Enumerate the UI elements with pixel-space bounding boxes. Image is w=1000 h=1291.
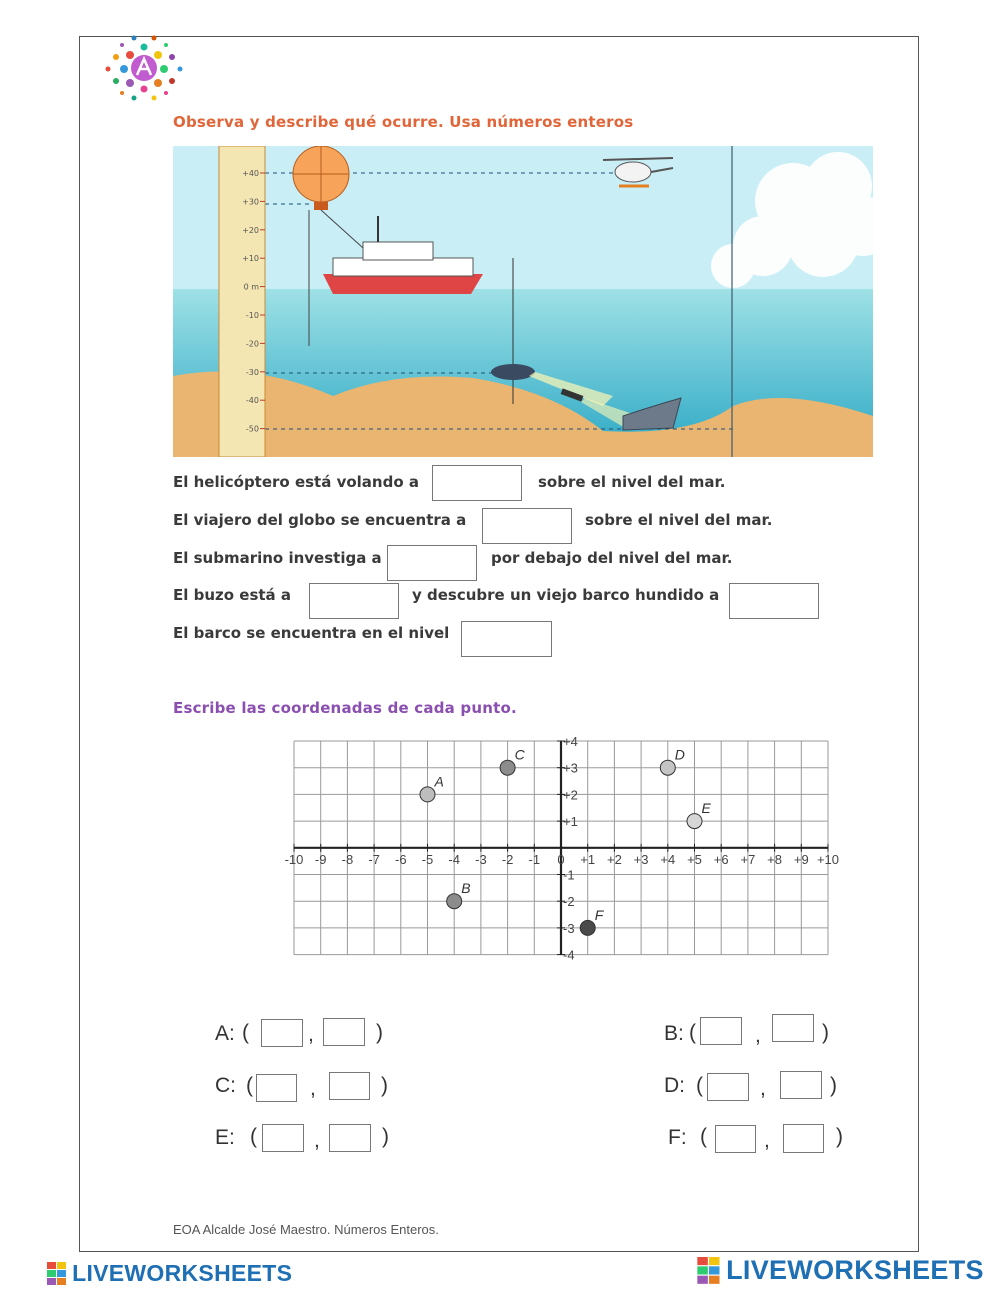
- point-label: E: [701, 800, 711, 817]
- paren-close: ): [382, 1125, 389, 1148]
- section1-heading: Observa y describe qué ocurre. Usa números enteros: [173, 113, 634, 131]
- x-tick-label: -4: [448, 851, 460, 867]
- x-tick-label: +8: [767, 851, 783, 867]
- x-tick-label: +6: [713, 851, 729, 867]
- paren-open: (: [250, 1125, 257, 1148]
- paren-close: ): [822, 1021, 829, 1044]
- x-tick-label: -6: [395, 851, 407, 867]
- brand-name: LIVEWORKSHEETS: [72, 1260, 293, 1286]
- question-4-text-end: y descubre un viejo barco hundido a: [412, 586, 720, 604]
- y-tick-label: -3: [563, 920, 575, 936]
- scale-label: -30: [245, 367, 259, 377]
- x-tick-label: -8: [341, 851, 354, 867]
- x-tick-label: +1: [580, 851, 596, 867]
- x-tick-label: -3: [475, 851, 487, 867]
- paren-close: ): [830, 1074, 837, 1097]
- brand-name: LIVEWORKSHEETS: [726, 1255, 984, 1285]
- scale-label: 0 m: [243, 282, 259, 292]
- x-tick-label: +3: [633, 851, 649, 867]
- paren-close: ): [836, 1125, 843, 1148]
- answer-d-x[interactable]: [707, 1073, 749, 1101]
- x-tick-label: 0: [557, 851, 565, 867]
- point-label: B: [461, 880, 471, 897]
- question-1-text: El helicóptero está volando a: [173, 473, 419, 491]
- scale-label: -10: [245, 311, 259, 320]
- point-d: [660, 760, 675, 775]
- answer-label-b: B:: [664, 1022, 684, 1045]
- paren-open: (: [689, 1021, 696, 1044]
- point-label: D: [674, 746, 685, 763]
- scale-label: -20: [245, 339, 259, 349]
- answer-c-x[interactable]: [256, 1074, 297, 1102]
- scale-label: -40: [245, 396, 259, 406]
- y-tick-label: +1: [563, 814, 578, 830]
- x-tick-label: +2: [606, 851, 622, 867]
- answer-e-x[interactable]: [262, 1124, 304, 1152]
- x-tick-label: +9: [793, 851, 809, 867]
- comma: ,: [314, 1129, 320, 1152]
- answer-box-helicopter[interactable]: [432, 465, 522, 501]
- answer-box-balloon[interactable]: [482, 508, 572, 544]
- question-3-text: El submarino investiga a: [173, 549, 382, 567]
- question-4-text: El buzo está a: [173, 586, 292, 604]
- scale-label: -50: [245, 424, 259, 434]
- liveworksheets-brand-right[interactable]: [697, 1255, 984, 1286]
- x-tick-label: -1: [528, 851, 541, 867]
- scale-label: +30: [242, 197, 259, 207]
- question-3-text-end: por debajo del nivel del mar.: [491, 549, 733, 567]
- answer-box-submarine[interactable]: [387, 545, 477, 581]
- x-tick-label: +10: [816, 851, 840, 867]
- x-tick-label: -5: [421, 851, 434, 867]
- answer-b-y[interactable]: [772, 1014, 814, 1042]
- coordinate-grid: [276, 731, 851, 987]
- y-tick-label: -4: [563, 947, 575, 963]
- comma: ,: [310, 1077, 316, 1100]
- sea-level-illustration: [173, 146, 873, 457]
- paren-close: ): [381, 1074, 388, 1097]
- answer-a-y[interactable]: [323, 1018, 365, 1046]
- x-tick-label: +4: [660, 851, 676, 867]
- x-tick-label: -2: [501, 851, 514, 867]
- y-tick-label: +2: [563, 787, 578, 803]
- x-tick-label: +7: [740, 851, 756, 867]
- x-tick-label: -10: [284, 851, 304, 867]
- question-2-text: El viajero del globo se encuentra a: [173, 511, 467, 529]
- paren-open: (: [700, 1125, 707, 1148]
- point-label: F: [594, 906, 604, 923]
- y-tick-label: -2: [563, 894, 575, 910]
- section2-heading: Escribe las coordenadas de cada punto.: [173, 699, 517, 717]
- answer-f-x[interactable]: [715, 1125, 756, 1153]
- y-tick-label: +3: [563, 760, 578, 776]
- answer-label-f: F:: [668, 1126, 687, 1149]
- comma: ,: [760, 1077, 766, 1100]
- x-tick-label: +5: [687, 851, 702, 867]
- answer-box-ship[interactable]: [461, 621, 552, 657]
- liveworksheets-logo-icon: [697, 1257, 721, 1285]
- answer-label-e: E:: [215, 1126, 235, 1149]
- liveworksheets-brand-left[interactable]: [47, 1260, 292, 1287]
- answer-label-d: D:: [664, 1074, 685, 1097]
- paren-open: (: [696, 1074, 703, 1097]
- paren-open: (: [246, 1074, 253, 1097]
- point-f: [580, 920, 595, 935]
- x-tick-label: -7: [368, 851, 380, 867]
- comma: ,: [764, 1129, 770, 1152]
- answer-box-sunken-ship[interactable]: [729, 583, 819, 619]
- question-1-text-end: sobre el nivel del mar.: [538, 473, 726, 491]
- answer-a-x[interactable]: [261, 1019, 303, 1047]
- footer-text: EOA Alcalde José Maestro. Números Enteros.: [173, 1222, 439, 1237]
- answer-box-diver[interactable]: [309, 583, 399, 619]
- answer-b-x[interactable]: [700, 1017, 742, 1045]
- comma: ,: [308, 1023, 314, 1046]
- y-tick-label: -1: [563, 867, 575, 883]
- answer-e-y[interactable]: [329, 1124, 371, 1152]
- scale-label: +40: [242, 169, 259, 178]
- point-label: A: [434, 773, 444, 790]
- scale-label: +20: [242, 225, 259, 235]
- scale-label: +10: [242, 254, 259, 264]
- answer-label-a: A:: [215, 1022, 235, 1045]
- comma: ,: [755, 1024, 761, 1047]
- answer-f-y[interactable]: [783, 1124, 824, 1153]
- point-b: [447, 894, 462, 909]
- school-logo-icon: [94, 23, 194, 113]
- worksheet-page: [79, 36, 919, 1252]
- answer-label-c: C:: [215, 1074, 236, 1097]
- point-e: [687, 814, 702, 829]
- liveworksheets-logo-icon: [47, 1262, 67, 1286]
- answer-d-y[interactable]: [780, 1071, 822, 1099]
- point-label: C: [514, 746, 525, 763]
- paren-close: ): [376, 1021, 383, 1044]
- y-tick-label: +4: [563, 734, 578, 749]
- question-2-text-end: sobre el nivel del mar.: [585, 511, 773, 529]
- x-tick-label: -9: [314, 851, 327, 867]
- point-c: [500, 760, 515, 775]
- paren-open: (: [242, 1021, 249, 1044]
- answer-c-y[interactable]: [329, 1072, 370, 1100]
- point-a: [420, 787, 435, 802]
- question-5-text: El barco se encuentra en el nivel: [173, 624, 450, 642]
